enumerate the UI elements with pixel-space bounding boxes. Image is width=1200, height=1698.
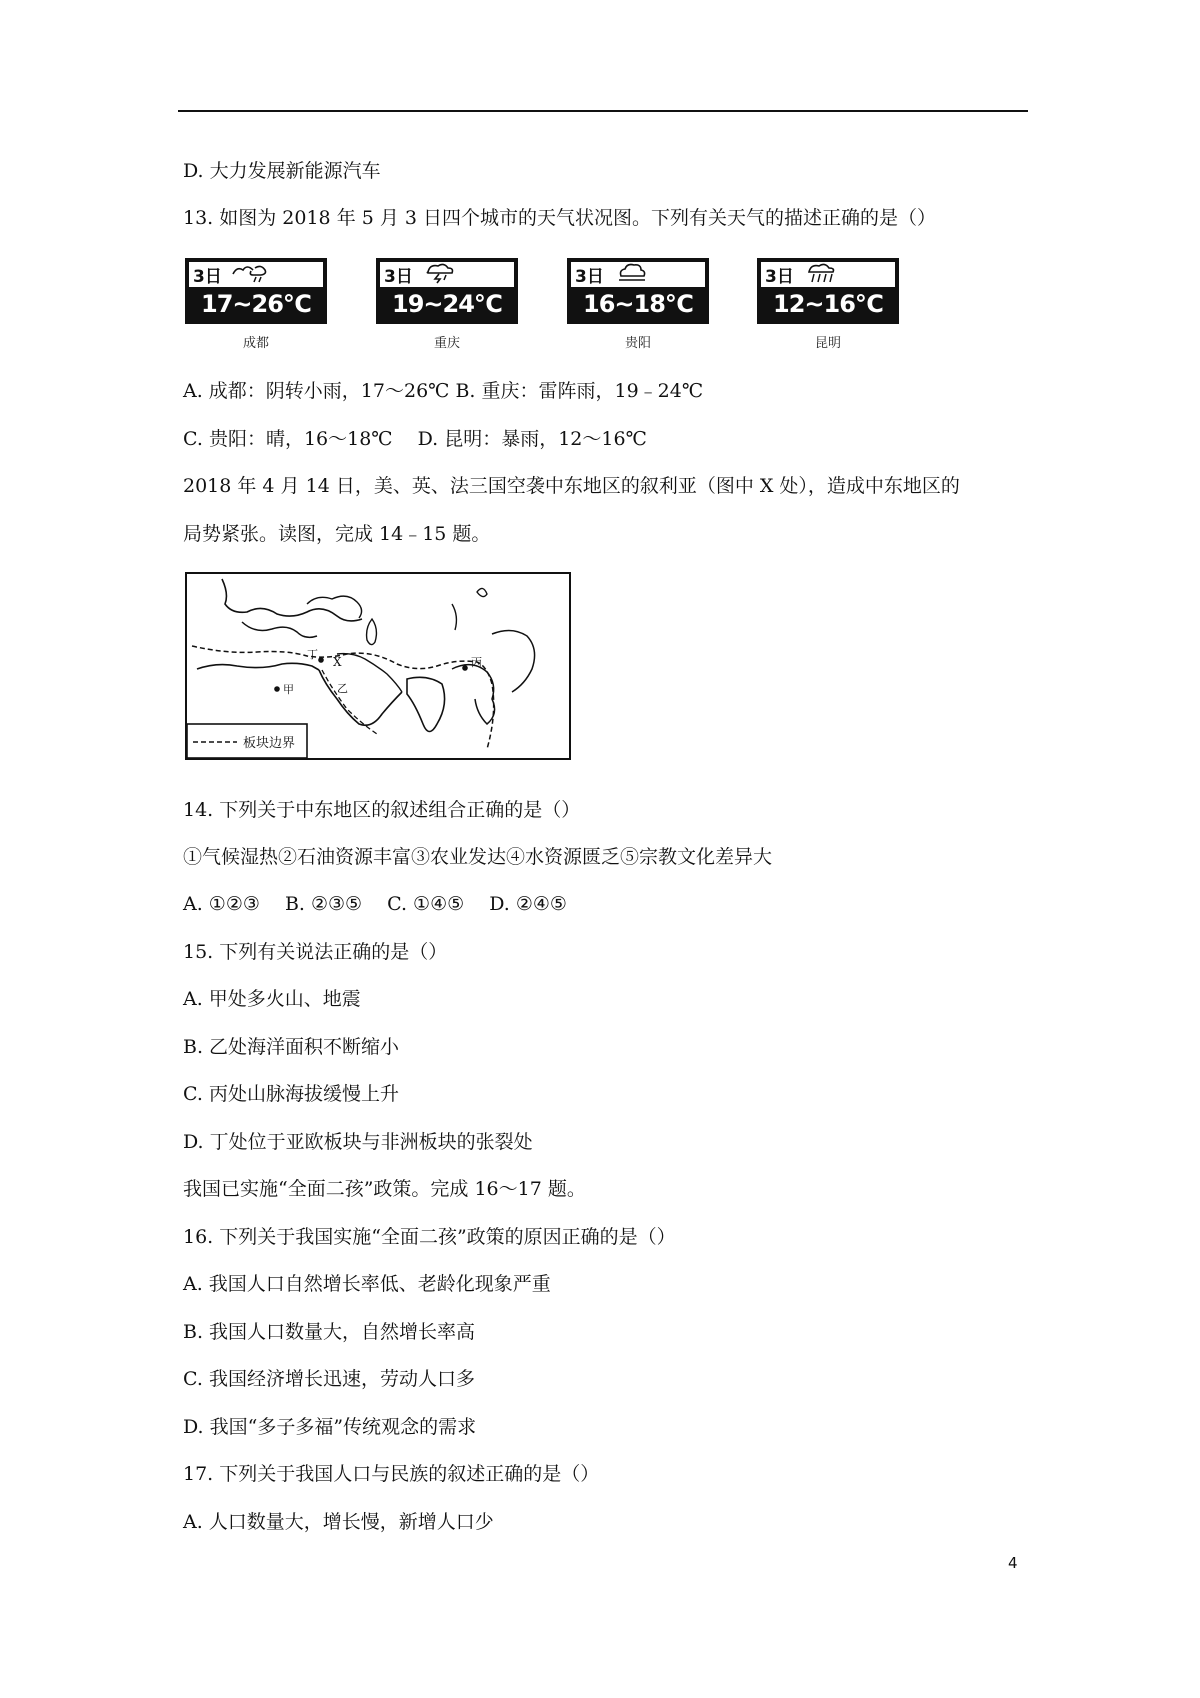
q15-option-b: B. 乙处海洋面积不断缩小 [183,1036,400,1058]
label-bing: 丙 [471,656,482,669]
question-16: 16. 下列关于我国实施“全面二孩”政策的原因正确的是（） [183,1226,676,1248]
q16-option-a: A. 我国人口自然增长率低、老龄化现象严重 [183,1273,551,1295]
map-drawing [187,574,569,758]
city-label: 贵阳 [624,336,651,351]
question-13: 13. 如图为 2018 年 5 月 3 日四个城市的天气状况图。下列有关天气的描述正确的是（） [183,207,937,229]
q13-options-cd: C. 贵阳：晴，16～18℃ D. 昆明：暴雨，12～16℃ [183,428,647,450]
heavy-rain-icon [801,260,841,284]
cloudy-rain-icon [229,260,269,284]
city-label: 重庆 [433,336,460,351]
label-jia: 甲 [283,683,294,696]
intro-16-17: 我国已实施“全面二孩”政策。完成 16～17 题。 [183,1178,586,1200]
weather-card-chongqing [376,258,518,324]
q14-items: ①气候湿热②石油资源丰富③农业发达④水资源匮乏⑤宗教文化差异大 [183,846,773,868]
day-label: 3日 [384,267,413,287]
question-17: 17. 下列关于我国人口与民族的叙述正确的是（） [183,1463,600,1485]
day-label: 3日 [575,267,604,287]
city-label: 成都 [242,336,269,351]
label-yi: 乙 [337,682,348,695]
q17-option-a: A. 人口数量大，增长慢，新增人口少 [183,1511,494,1533]
city-label: 昆明 [814,336,841,351]
q14-options: A. ①②③ B. ②③⑤ C. ①④⑤ D. ②④⑤ [183,893,567,915]
day-label: 3日 [193,267,222,287]
q16-option-b: B. 我国人口数量大，自然增长率高 [183,1321,476,1343]
thunderstorm-icon [420,260,460,284]
q16-option-c: C. 我国经济增长迅速，劳动人口多 [183,1368,475,1390]
weather-card-guiyang [567,258,709,324]
cloudy-icon [611,260,651,284]
day-label: 3日 [765,267,794,287]
q15-option-a: A. 甲处多火山、地震 [183,988,361,1010]
weather-card-kunming [757,258,899,324]
option-d-q12: D. 大力发展新能源汽车 [183,160,381,182]
q13-options-ab: A. 成都：阴转小雨，17～26℃ B. 重庆：雷阵雨，19﹣24℃ [183,380,704,402]
temperature-range: 19~24℃ [392,290,502,318]
legend-label: 板块边界 [243,736,296,751]
question-14: 14. 下列关于中东地区的叙述组合正确的是（） [183,799,581,821]
temperature-range: 16~18℃ [583,290,693,318]
intro-14-15-line2: 局势紧张。读图，完成 14﹣15 题。 [183,523,491,545]
weather-card-chengdu [185,258,327,324]
label-x: X [333,655,342,669]
header-rule [178,110,1028,112]
temperature-range: 17~26℃ [201,290,311,318]
middle-east-map [185,572,571,760]
question-15: 15. 下列有关说法正确的是（） [183,941,448,963]
page-number: 4 [1008,1554,1018,1572]
label-ding: 丁 [307,648,318,661]
q16-option-d: D. 我国“多子多福”传统观念的需求 [183,1416,477,1438]
q15-option-d: D. 丁处位于亚欧板块与非洲板块的张裂处 [183,1131,533,1153]
temperature-range: 12~16℃ [773,290,883,318]
intro-14-15-line1: 2018 年 4 月 14 日，美、英、法三国空袭中东地区的叙利亚（图中 X 处），造成中东地区的 [183,475,960,497]
q15-option-c: C. 丙处山脉海拔缓慢上升 [183,1083,399,1105]
